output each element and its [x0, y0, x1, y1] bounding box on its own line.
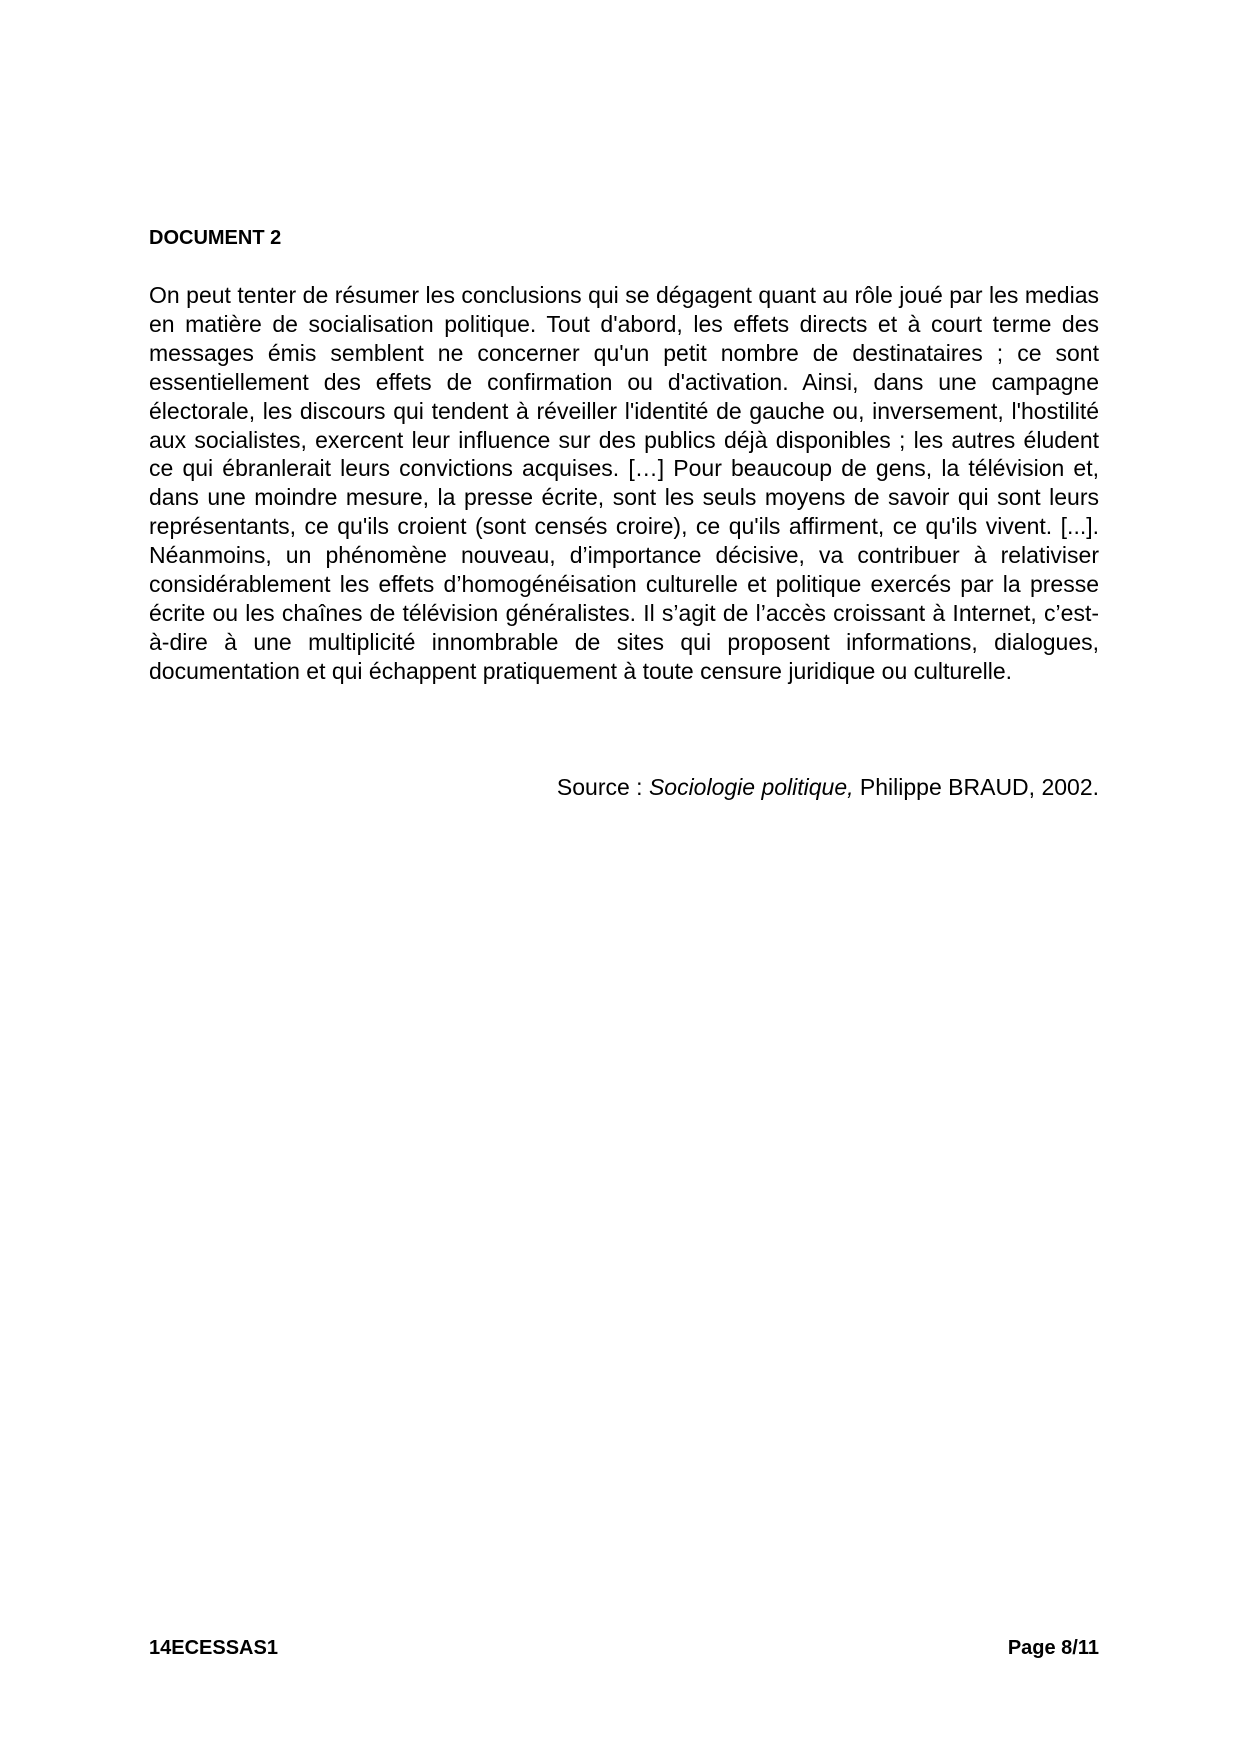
source-prefix: Source : [556, 774, 649, 800]
source-citation [557, 773, 1099, 801]
source-book-title: Sociologie politique, [648, 774, 854, 800]
footer-page-number: Page 8/11 [1007, 1637, 1099, 1659]
source-author-year: Philippe BRAUD, 2002. [853, 774, 1099, 800]
document-body-text: On peut tenter de résumer les conclusions qui se dégagent quant au rôle joué par les medias en matière de socialisation politique. Tout d'abord, les effets directs et à court terme des messages émis semblent ne concerner qu'un petit nombre de destinataires ; ce sont essentiellement des effets de confirmation ou d'activation. Ainsi, dans une campagne électorale, les discours qui tendent à réveiller l'identité de gauche ou, inversement, l'hostilité aux socialistes, exercent leur influence sur des publics déjà disponibles ; les autres éludent ce qui ébranlerait leurs convictions acquises. […] Pour beaucoup de gens, la télévision et, dans une moindre mesure, la presse écrite, sont les seuls moyens de savoir qui sont leurs représentants, ce qu'ils croient (sont censés croire), ce qu'ils affirment, ce qu'ils vivent. [...]. Néanmoins, un phénomène nouveau, d’importance décisive, va contribuer à relativiser considérablement les effets d’homogénéisation culturelle et politique exercés par la presse écrite ou les chaînes de télévision généralistes. Il s’agit de l’accès croissant à Internet, c’est-à-dire à une multiplicité innombrable de sites qui proposent informations, dialogues, documentation et qui échappent pratiquement à toute censure juridique ou culturelle. [149, 282, 1099, 684]
document-heading: DOCUMENT 2 [149, 227, 282, 249]
footer-exam-code: 14ECESSAS1 [149, 1637, 278, 1659]
